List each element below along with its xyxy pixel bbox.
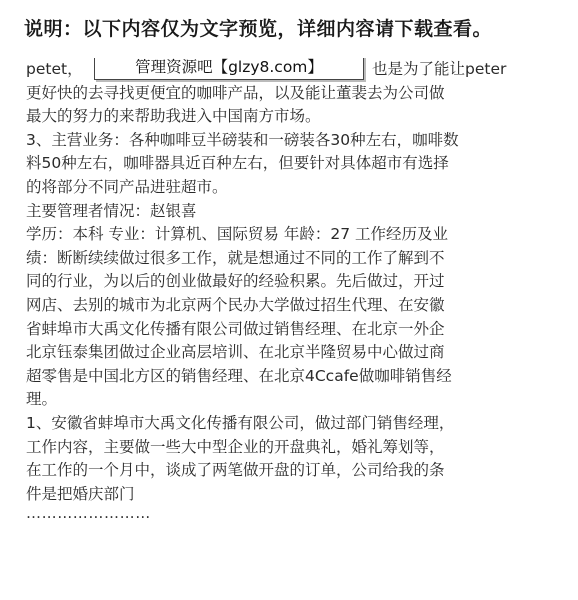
- document-lines: [26, 82, 556, 507]
- document-line: 理。: [26, 390, 58, 409]
- document-line: 网店、去别的城市为北京两个民办大学做过招生代理、在安徽: [26, 295, 445, 314]
- document-line: 料50种左右，咖啡器具近百种左右，但要针对具体超市有选择: [26, 154, 449, 173]
- truncation-ellipsis: ……………………: [26, 504, 151, 523]
- document-line: 省蚌埠市大禹文化传播有限公司做过销售经理、在北京一外企: [26, 319, 445, 338]
- document-line: 件是把婚庆部门: [26, 484, 135, 503]
- preview-notice: 说明：以下内容仅为文字预览，详细内容请下载查看。: [24, 18, 493, 40]
- line-start-text: petet，: [26, 60, 83, 78]
- document-line: 在工作的一个月中，谈成了两笔做开盘的订单，公司给我的条: [26, 461, 445, 480]
- document-body: [26, 58, 556, 526]
- document-line: 更好快的去寻找更便宜的咖啡产品，以及能让董裴去为公司做: [26, 83, 445, 102]
- document-line: 超零售是中国北方区的销售经理、在北京4Ccafe做咖啡销售经: [26, 366, 452, 385]
- document-line: 同的行业，为以后的创业做最好的经验积累。先后做过，开过: [26, 272, 445, 291]
- line-end-text: 也是为了能让peter: [372, 60, 507, 78]
- document-line: 主要管理者情况：赵银喜: [26, 201, 197, 220]
- document-line: 3、主营业务：各种咖啡豆半磅装和一磅装各30种左右，咖啡数: [26, 130, 459, 149]
- document-line: 工作内容，主要做一些大中型企业的开盘典礼，婚礼筹划等，: [26, 437, 445, 456]
- document-line: 北京钰泰集团做过企业高层培训、在北京半隆贸易中心做过商: [26, 343, 445, 362]
- watermark-banner: 管理资源吧【glzy8.com】: [94, 58, 364, 80]
- document-line: 的将部分不同产品进驻超市。: [26, 177, 228, 196]
- document-line: 学历：本科 专业：计算机、国际贸易 年龄：27 工作经历及业: [26, 225, 449, 244]
- document-line: 1、安徽省蚌埠市大禹文化传播有限公司，做过部门销售经理，: [26, 413, 455, 432]
- document-line: 绩：断断续续做过很多工作，就是想通过不同的工作了解到不: [26, 248, 445, 267]
- document-line-first: [26, 58, 556, 82]
- document-line: 最大的努力的来帮助我进入中国南方市场。: [26, 107, 321, 126]
